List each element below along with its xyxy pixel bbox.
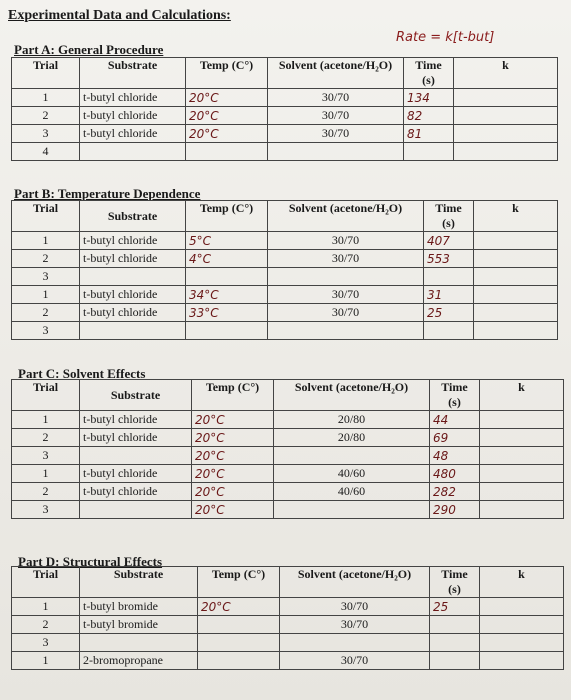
- time-cell: [430, 634, 480, 652]
- substrate-cell: [80, 447, 192, 465]
- solvent-cell: 30/70: [268, 89, 404, 107]
- k-cell: [480, 501, 564, 519]
- k-cell: [480, 429, 564, 447]
- table-row: [12, 483, 564, 501]
- trial-cell: 1: [12, 652, 80, 670]
- page-title: Experimental Data and Calculations:: [8, 8, 231, 23]
- time-cell: 290: [430, 501, 480, 519]
- temp-cell: 4°C: [186, 250, 268, 268]
- col-solvent: Solvent (acetone/H₂O): [274, 380, 430, 411]
- solvent-cell: [268, 268, 424, 286]
- substrate-cell: t-butyl chloride: [80, 107, 186, 125]
- k-cell: [480, 465, 564, 483]
- trial-cell: 1: [12, 286, 80, 304]
- table-row: [12, 598, 564, 616]
- col-trial: Trial: [12, 567, 80, 598]
- trial-cell: 3: [12, 447, 80, 465]
- temp-cell: 20°C: [198, 598, 280, 616]
- table-row: [12, 250, 558, 268]
- col-temp: Temp (C°): [186, 58, 268, 89]
- table-row: [12, 501, 564, 519]
- time-cell: 553: [424, 250, 474, 268]
- solvent-cell: [274, 447, 430, 465]
- time-cell: 31: [424, 286, 474, 304]
- part-d-table: [11, 566, 564, 670]
- solvent-cell: 30/70: [268, 107, 404, 125]
- part-b-heading: Part B: Temperature Dependence: [14, 186, 201, 201]
- k-cell: [474, 250, 558, 268]
- temp-cell: 34°C: [186, 286, 268, 304]
- col-solvent: Solvent (acetone/H₂O): [268, 201, 424, 232]
- table-row: [12, 447, 564, 465]
- k-cell: [480, 411, 564, 429]
- temp-cell: 20°C: [192, 447, 274, 465]
- trial-cell: 3: [12, 125, 80, 143]
- solvent-cell: 30/70: [268, 125, 404, 143]
- k-cell: [454, 143, 558, 161]
- table-row: [12, 304, 558, 322]
- col-k: k: [480, 567, 564, 598]
- table-row: [12, 143, 558, 161]
- trial-cell: 1: [12, 411, 80, 429]
- part-d-rows: [12, 598, 564, 670]
- temp-cell: 20°C: [192, 411, 274, 429]
- k-cell: [480, 616, 564, 634]
- trial-cell: 1: [12, 465, 80, 483]
- col-trial: Trial: [12, 201, 80, 232]
- temp-cell: [198, 634, 280, 652]
- trial-cell: 3: [12, 322, 80, 340]
- time-cell: 81: [404, 125, 454, 143]
- part-c-rows: [12, 411, 564, 519]
- table-row: [12, 268, 558, 286]
- time-cell: 480: [430, 465, 480, 483]
- table-row: [12, 411, 564, 429]
- part-d-section: [11, 566, 564, 670]
- temp-cell: 5°C: [186, 232, 268, 250]
- time-cell: 134: [404, 89, 454, 107]
- solvent-cell: 30/70: [268, 250, 424, 268]
- col-trial: Trial: [12, 58, 80, 89]
- k-cell: [474, 322, 558, 340]
- table-row: [12, 429, 564, 447]
- col-temp: Temp (C°): [192, 380, 274, 411]
- substrate-cell: t-butyl bromide: [80, 616, 198, 634]
- part-b-section: [11, 200, 558, 340]
- k-cell: [474, 232, 558, 250]
- k-cell: [454, 89, 558, 107]
- temp-cell: [186, 268, 268, 286]
- table-row: [12, 652, 564, 670]
- temp-cell: 33°C: [186, 304, 268, 322]
- col-k: k: [454, 58, 558, 89]
- k-cell: [454, 107, 558, 125]
- trial-cell: 2: [12, 429, 80, 447]
- substrate-cell: [80, 143, 186, 161]
- substrate-cell: t-butyl chloride: [80, 250, 186, 268]
- solvent-cell: 40/60: [274, 465, 430, 483]
- time-cell: [424, 268, 474, 286]
- time-cell: [424, 322, 474, 340]
- col-substrate: Substrate: [80, 201, 186, 232]
- part-d-heading: Part D: Structural Effects: [18, 554, 163, 569]
- temp-cell: 20°C: [192, 429, 274, 447]
- trial-cell: 2: [12, 616, 80, 634]
- time-cell: 44: [430, 411, 480, 429]
- k-cell: [454, 125, 558, 143]
- substrate-cell: 2-bromopropane: [80, 652, 198, 670]
- part-a-rows: [12, 89, 558, 161]
- table-row: [12, 232, 558, 250]
- trial-cell: 2: [12, 250, 80, 268]
- time-cell: [404, 143, 454, 161]
- solvent-cell: [274, 501, 430, 519]
- table-row: [12, 634, 564, 652]
- trial-cell: 2: [12, 304, 80, 322]
- temp-cell: [186, 143, 268, 161]
- solvent-cell: 30/70: [280, 598, 430, 616]
- k-cell: [480, 598, 564, 616]
- temp-cell: 20°C: [186, 125, 268, 143]
- trial-cell: 1: [12, 89, 80, 107]
- substrate-cell: t-butyl chloride: [80, 465, 192, 483]
- col-solvent: Solvent (acetone/H₂O): [280, 567, 430, 598]
- col-time: Time (s): [430, 567, 480, 598]
- substrate-cell: t-butyl chloride: [80, 304, 186, 322]
- time-cell: 25: [424, 304, 474, 322]
- table-row: [12, 286, 558, 304]
- table-row: [12, 465, 564, 483]
- time-cell: [430, 616, 480, 634]
- col-substrate: Substrate: [80, 380, 192, 411]
- part-a-section: [11, 57, 558, 161]
- table-row: [12, 616, 564, 634]
- col-substrate: Substrate: [80, 567, 198, 598]
- substrate-cell: [80, 501, 192, 519]
- col-temp: Temp (C°): [186, 201, 268, 232]
- k-cell: [474, 304, 558, 322]
- temp-cell: [198, 616, 280, 634]
- col-k: k: [480, 380, 564, 411]
- substrate-cell: t-butyl chloride: [80, 125, 186, 143]
- table-row: [12, 89, 558, 107]
- temp-cell: 20°C: [186, 89, 268, 107]
- time-cell: [430, 652, 480, 670]
- table-row: [12, 125, 558, 143]
- solvent-cell: 30/70: [268, 304, 424, 322]
- col-time: Time (s): [430, 380, 480, 411]
- substrate-cell: [80, 634, 198, 652]
- temp-cell: 20°C: [192, 501, 274, 519]
- part-c-table: [11, 379, 564, 519]
- solvent-cell: 30/70: [268, 286, 424, 304]
- substrate-cell: t-butyl chloride: [80, 483, 192, 501]
- time-cell: 282: [430, 483, 480, 501]
- part-c-section: [11, 379, 564, 519]
- time-cell: 407: [424, 232, 474, 250]
- part-b-rows: [12, 232, 558, 340]
- part-a-heading: Part A: General Procedure: [14, 42, 164, 57]
- part-b-table: [11, 200, 558, 340]
- solvent-cell: 30/70: [280, 652, 430, 670]
- solvent-cell: [268, 143, 404, 161]
- k-cell: [480, 652, 564, 670]
- substrate-cell: t-butyl chloride: [80, 411, 192, 429]
- col-trial: Trial: [12, 380, 80, 411]
- time-cell: 25: [430, 598, 480, 616]
- substrate-cell: t-butyl chloride: [80, 286, 186, 304]
- substrate-cell: t-butyl bromide: [80, 598, 198, 616]
- k-cell: [474, 268, 558, 286]
- table-row: [12, 322, 558, 340]
- temp-cell: 20°C: [186, 107, 268, 125]
- solvent-cell: [280, 634, 430, 652]
- k-cell: [480, 634, 564, 652]
- trial-cell: 2: [12, 107, 80, 125]
- trial-cell: 4: [12, 143, 80, 161]
- substrate-cell: [80, 268, 186, 286]
- time-cell: 69: [430, 429, 480, 447]
- trial-cell: 3: [12, 268, 80, 286]
- substrate-cell: [80, 322, 186, 340]
- trial-cell: 3: [12, 501, 80, 519]
- col-k: k: [474, 201, 558, 232]
- col-time: Time (s): [404, 58, 454, 89]
- col-substrate: Substrate: [80, 58, 186, 89]
- part-c-heading: Part C: Solvent Effects: [18, 366, 146, 381]
- time-cell: 48: [430, 447, 480, 465]
- trial-cell: 2: [12, 483, 80, 501]
- solvent-cell: 30/70: [280, 616, 430, 634]
- table-row: [12, 107, 558, 125]
- trial-cell: 1: [12, 232, 80, 250]
- trial-cell: 3: [12, 634, 80, 652]
- temp-cell: 20°C: [192, 483, 274, 501]
- part-a-table: [11, 57, 558, 161]
- substrate-cell: t-butyl chloride: [80, 429, 192, 447]
- temp-cell: 20°C: [192, 465, 274, 483]
- solvent-cell: [268, 322, 424, 340]
- col-solvent: Solvent (acetone/H₂O): [268, 58, 404, 89]
- rate-law-note: Rate = k[t-but]: [396, 30, 495, 45]
- solvent-cell: 20/80: [274, 411, 430, 429]
- solvent-cell: 30/70: [268, 232, 424, 250]
- trial-cell: 1: [12, 598, 80, 616]
- temp-cell: [186, 322, 268, 340]
- time-cell: 82: [404, 107, 454, 125]
- substrate-cell: t-butyl chloride: [80, 232, 186, 250]
- k-cell: [480, 447, 564, 465]
- temp-cell: [198, 652, 280, 670]
- col-temp: Temp (C°): [198, 567, 280, 598]
- substrate-cell: t-butyl chloride: [80, 89, 186, 107]
- solvent-cell: 20/80: [274, 429, 430, 447]
- k-cell: [480, 483, 564, 501]
- k-cell: [474, 286, 558, 304]
- col-time: Time (s): [424, 201, 474, 232]
- solvent-cell: 40/60: [274, 483, 430, 501]
